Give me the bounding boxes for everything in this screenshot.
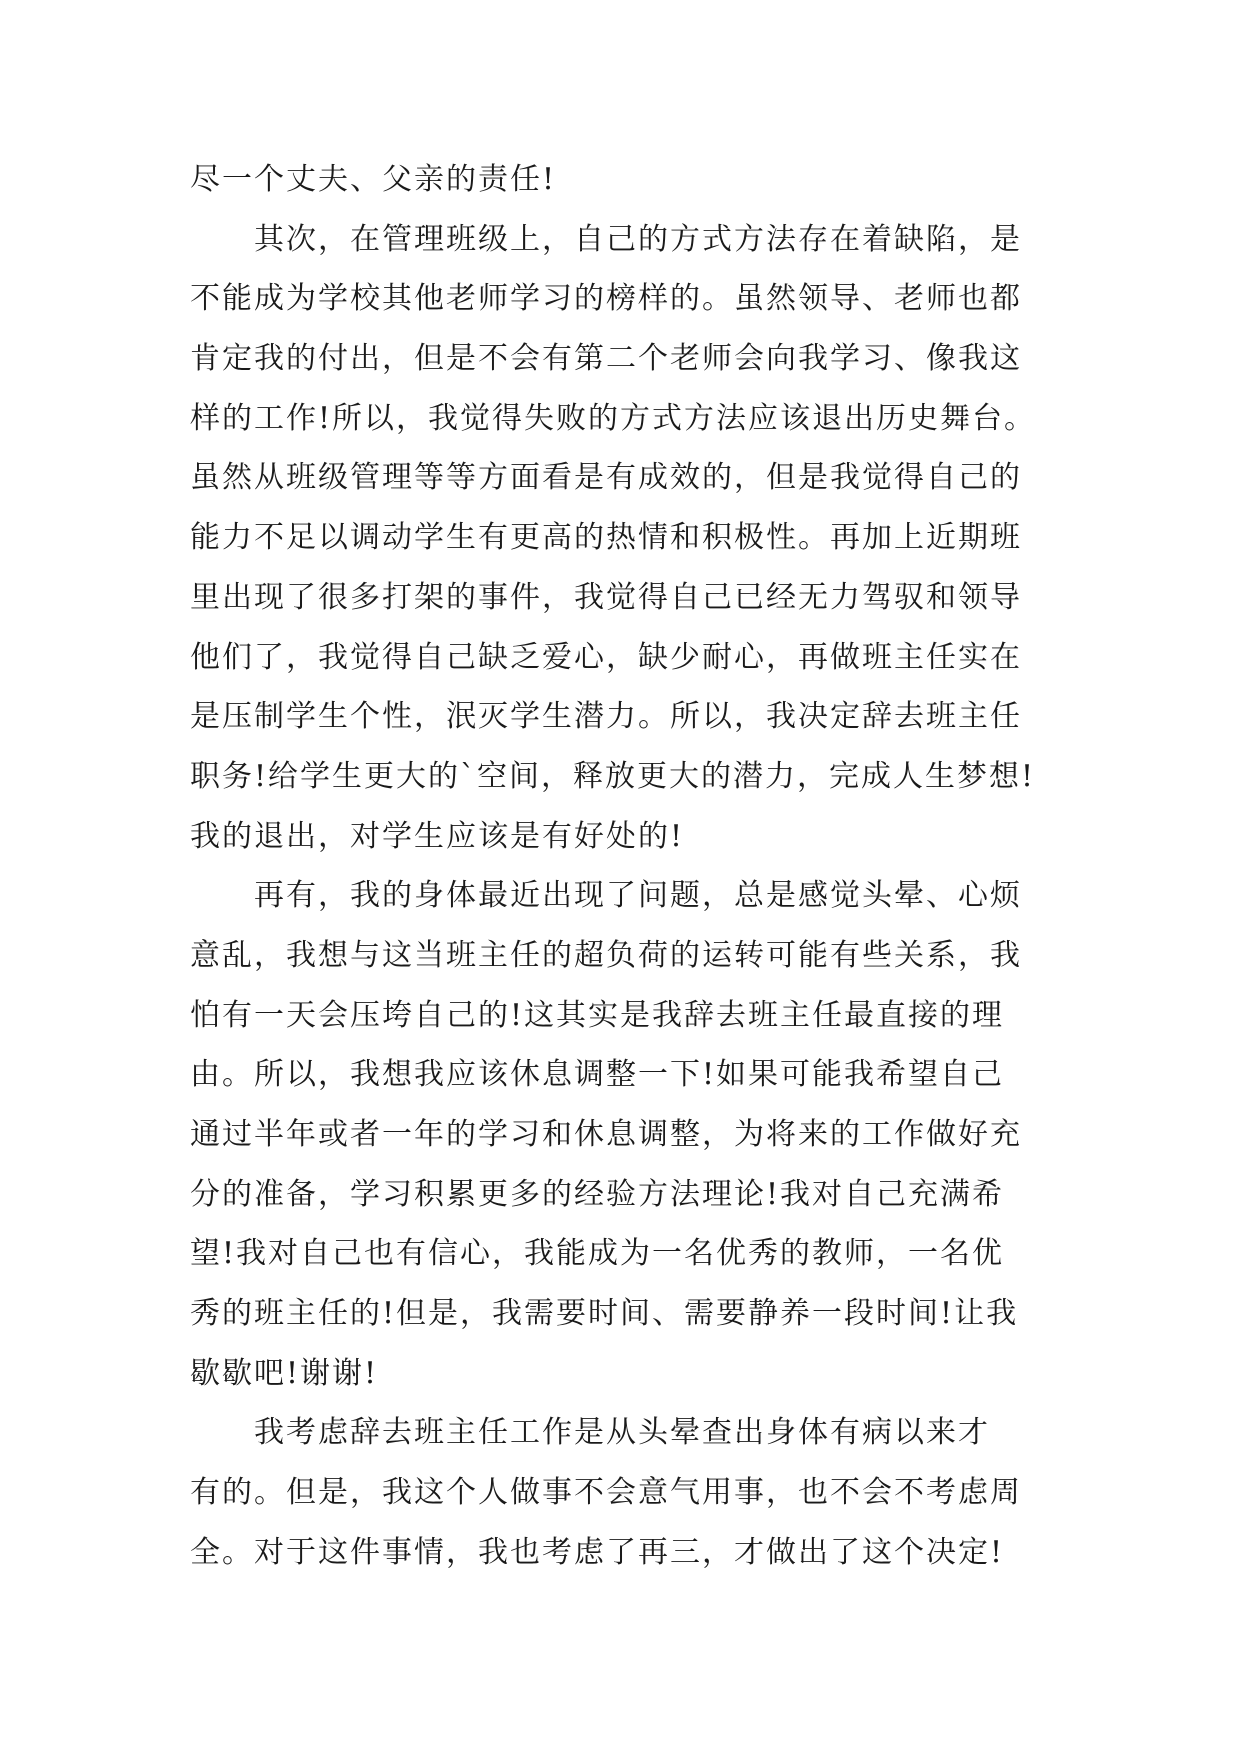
text-line: 职务!给学生更大的`空间，释放更大的潜力，完成人生梦想! [190, 758, 1036, 794]
text-line: 有的。但是，我这个人做事不会意气用事，也不会不考虑周 [190, 1475, 1022, 1511]
text-line: 通过半年或者一年的学习和休息调整，为将来的工作做好充 [190, 1117, 1022, 1152]
text-line: 里出现了很多打架的事件，我觉得自己已经无力驾驭和领导 [190, 579, 1022, 615]
document-body [190, 150, 1070, 1583]
text-line: 是压制学生个性，泯灭学生潜力。所以，我决定辞去班主任 [190, 699, 1022, 735]
text-line: 分的准备，学习积累更多的经验方法理论!我对自己充满希 [190, 1176, 1005, 1212]
text-line: 虽然从班级管理等等方面看是有成效的，但是我觉得自己的 [190, 460, 1022, 496]
text-line: 秀的班主任的!但是，我需要时间、需要静养一段时间!让我 [190, 1296, 1019, 1332]
text-line: 由。所以，我想我应该休息调整一下!如果可能我希望自己 [190, 1057, 1005, 1093]
text-line: 不能成为学校其他老师学习的榜样的。虽然领导、老师也都 [190, 281, 1022, 317]
text-line: 歇歇吧!谢谢! [190, 1355, 379, 1391]
text-line: 再有，我的身体最近出现了问题，总是感觉头晕、心烦 [190, 878, 1022, 914]
text-line: 尽一个丈夫、父亲的责任! [190, 162, 557, 197]
text-line: 我考虑辞去班主任工作是从头晕查出身体有病以来才 [190, 1415, 990, 1451]
text-line: 我的退出，对学生应该是有好处的! [190, 818, 685, 854]
text-line: 全。对于这件事情，我也考虑了再三，才做出了这个决定! [190, 1534, 1005, 1570]
text-line: 肯定我的付出，但是不会有第二个老师会向我学习、像我这 [190, 341, 1022, 377]
text-line: 怕有一天会压垮自己的!这其实是我辞去班主任最直接的理 [190, 997, 1005, 1033]
text-line: 他们了，我觉得自己缺乏爱心，缺少耐心，再做班主任实在 [190, 639, 1022, 675]
text-line: 望!我对自己也有信心，我能成为一名优秀的教师，一名优 [190, 1236, 1005, 1272]
text-line: 能力不足以调动学生有更高的热情和积极性。再加上近期班 [190, 520, 1022, 556]
text-line: 样的工作!所以，我觉得失败的方式方法应该退出历史舞台。 [190, 400, 1037, 436]
text-line: 意乱，我想与这当班主任的超负荷的运转可能有些关系，我 [190, 937, 1022, 973]
text-line: 其次，在管理班级上，自己的方式方法存在着缺陷，是 [190, 221, 1022, 257]
